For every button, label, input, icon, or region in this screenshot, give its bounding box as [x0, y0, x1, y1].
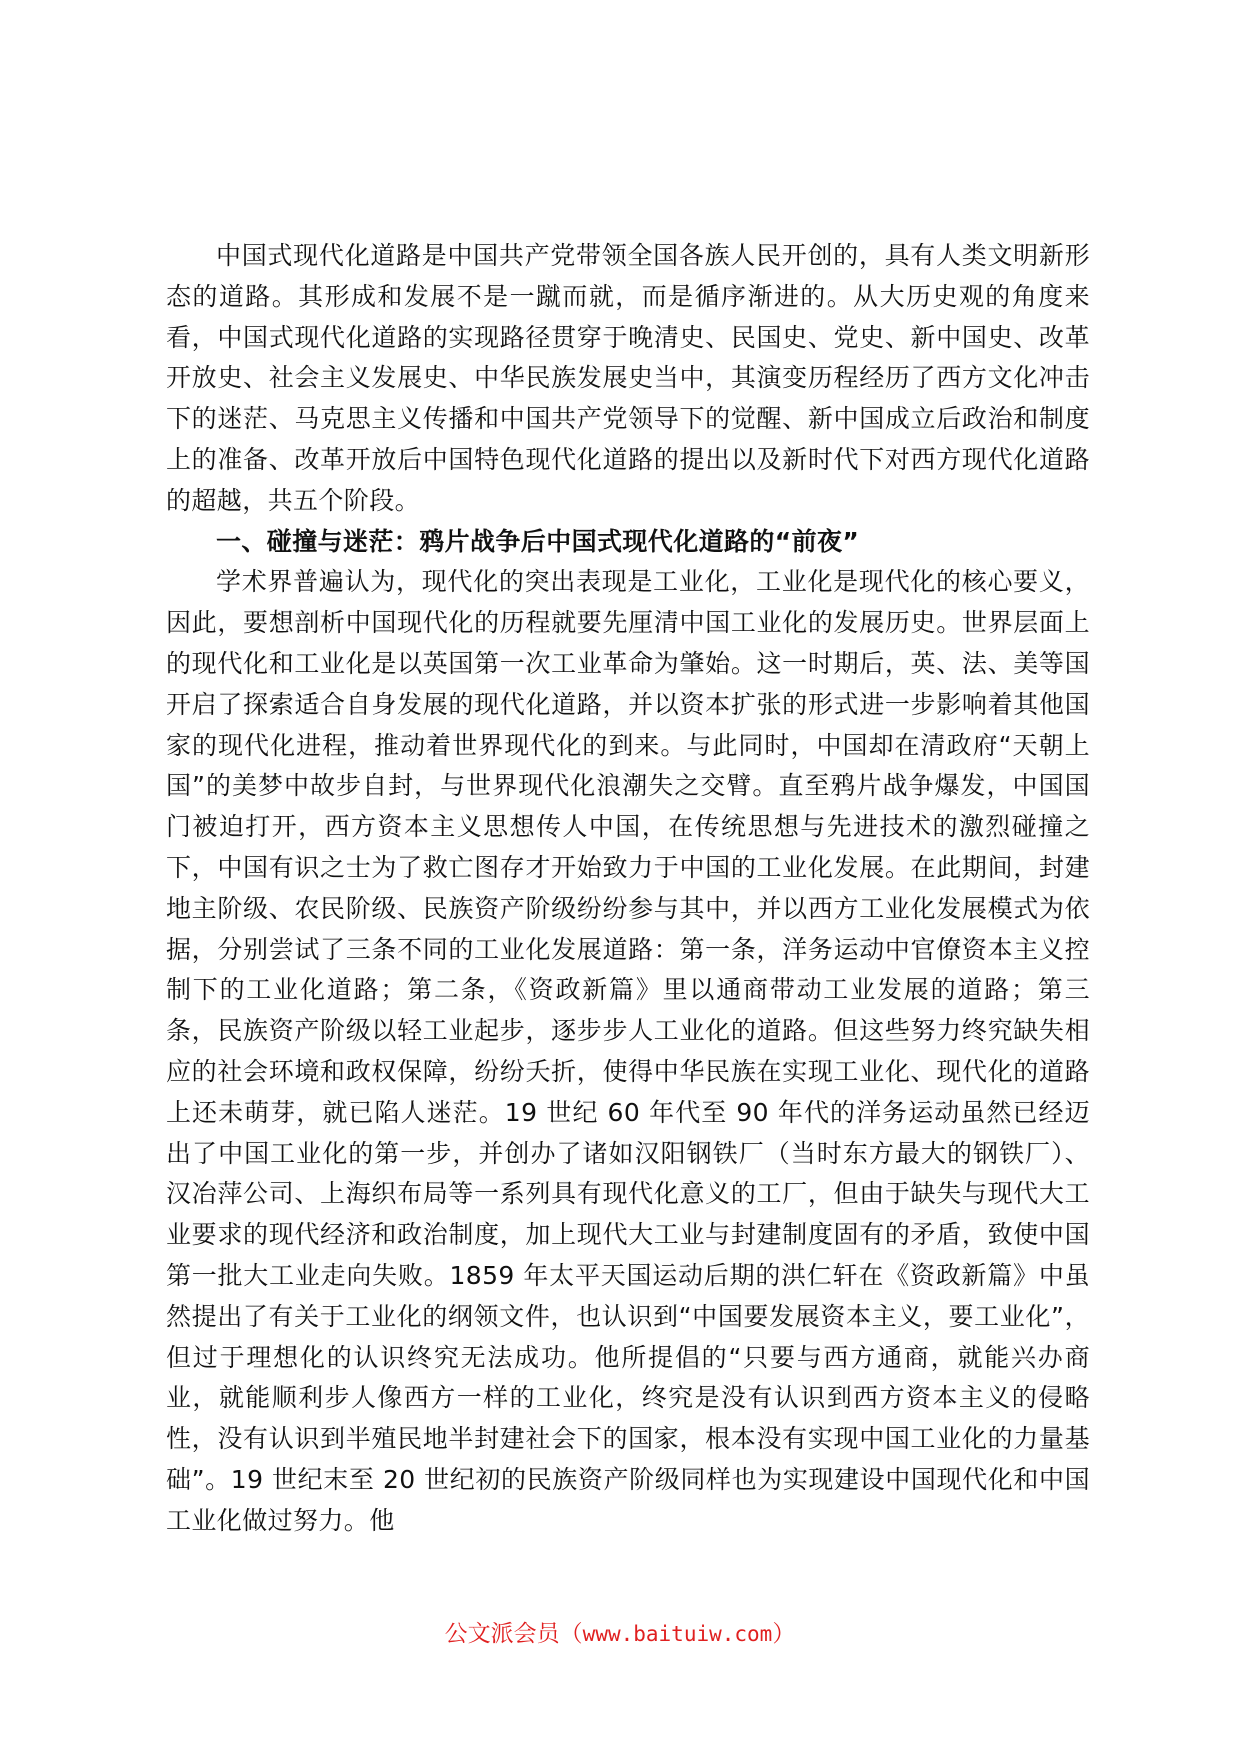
section-heading: 一、碰撞与迷茫：鸦片战争后中国式现代化道路的“前夜”: [216, 526, 860, 556]
section-paragraph: 学术界普遍认为，现代化的突出表现是工业化，工业化是现代化的核心要义，因此，要想剖析中国现代化的历程就要先厘清中国工业化的发展历史。世界层面上的现代化和工业化是以英国第一次工业革命为肇始。这一时期后，英、法、美等国开启了探索适合自身发展的现代化道路，并以资本扩张的形式进一步影响着其他国家的现代化进程，推动着世界现代化的到来。与此同时，中国却在清政府“天朝上国”的美梦中故步自封，与世界现代化浪潮失之交臂。直至鸦片战争爆发，中国国门被迫打开，西方资本主义思想传人中国，在传统思想与先进技术的激烈碰撞之下，中国有识之士为了救亡图存才开始致力于中国的工业化发展。在此期间，封建地主阶级、农民阶级、民族资产阶级纷纷参与其中，并以西方工业化发展模式为依据，分别尝试了三条不同的工业化发展道路：第一条，洋务运动中官僚资本主义控制下的工业化道路；第二条，《资政新篇》里以通商带动工业发展的道路；第三条，民族资产阶级以轻工业起步，逐步步人工业化的道路。但这些努力终究缺失相应的社会环境和政权保障，纷纷夭折，使得中华民族在实现工业化、现代化的道路上还未萌芽，就已陷人迷茫。19 世纪 60 年代至 90 年代的洋务运动虽然已经迈出了中国工业化的第一步，并创办了诸如汉阳钢铁厂（当时东方最大的钢铁厂）、汉冶萍公司、上海织布局等一系列具有现代化意义的工厂，但由于缺失与现代大工业要求的现代经济和政治制度，加上现代大工业与封建制度固有的矛盾，致使中国第一批大工业走向失败。1859 年太平天国运动后期的洪仁轩在《资政新篇》中虽然提出了有关于工业化的纲领文件，也认识到“中国要发展资本主义，要工业化”，但过于理想化的认识终究无法成功。他所提倡的“只要与西方通商，就能兴办商业，就能顺利步人像西方一样的工业化，终究是没有认识到西方资本主义的侵略性，没有认识到半殖民地半封建社会下的国家，根本没有实现中国工业化的力量基础”。19 世纪末至 20 世纪初的民族资产阶级同样也为实现建设中国现代化和中国工业化做过努力。他: [166, 567, 1090, 1535]
footer-open-paren: （: [559, 1621, 583, 1647]
footer-watermark: [0, 1618, 1240, 1650]
intro-paragraph: 中国式现代化道路是中国共产党带领全国各族人民开创的，具有人类文明新形态的道路。其形成和发展不是一蹴而就，而是循序渐进的。从大历史观的角度来看，中国式现代化道路的实现路径贯穿于晚清史、民国史、党史、新中国史、改革开放史、社会主义发展史、中华民族发展史当中，其演变历程经历了西方文化冲击下的迷茫、马克思主义传播和中国共产党领导下的觉醒、新中国成立后政治和制度上的准备、改革开放后中国特色现代化道路的提出以及新时代下对西方现代化道路的超越，共五个阶段。: [166, 241, 1090, 515]
footer-close-paren: ）: [772, 1621, 796, 1647]
document-body: [166, 236, 1090, 1542]
footer-site-link[interactable]: www.baituiw.com: [582, 1622, 773, 1646]
footer-brand: 公文派会员: [444, 1621, 560, 1647]
